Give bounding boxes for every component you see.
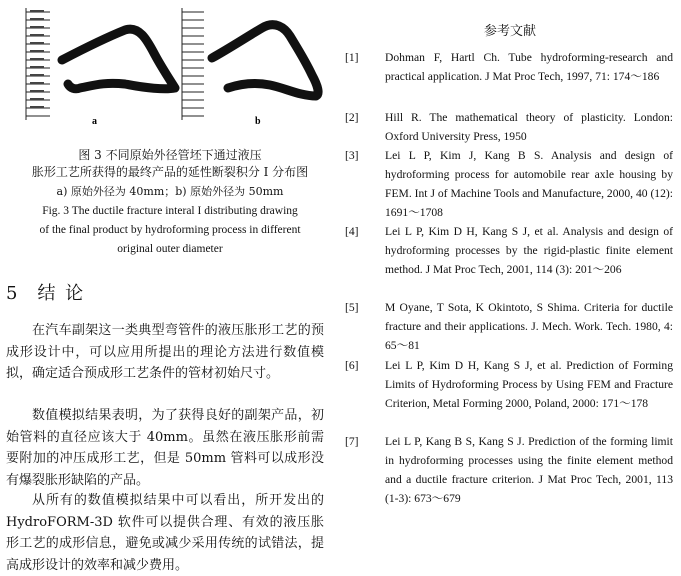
reference-text: Lei L P, Kim D H, Kang S J, et al. Analysis and design of hydroforming processes by the rigid-plastic finite element method. J Mat Proc Tech, 2001, 114 (3): 201～206 xyxy=(385,225,673,276)
reference-text: Lei L P, Kim D H, Kang S J, et al. Prediction of Forming Limits of Hydroforming Process by Using FEM and Fracture Criterion, Metal Forming 2000, Poland, 2000: 171～178 xyxy=(385,359,673,410)
reference-number: [1] xyxy=(345,51,359,64)
section-title: 结 论 xyxy=(37,283,86,304)
reference-text: Dohman F, Hartl Ch. Tube hydroforming-research and practical application. J Mat Proc Tech, 1997, 71: 174～186 xyxy=(385,51,673,83)
panel-label-b: b xyxy=(255,116,261,127)
reference-number: [2] xyxy=(345,111,359,124)
references-title: 参考文献 xyxy=(483,24,536,39)
paragraph-3: 从所有的数值模拟结果中可以看出，所开发出的 HydroFORM-3D 软件可以提供合理、有效的液压胀形工艺的成形信息，避免或减少采用传统的试错法，提高成形设计的效率和减少费用。 xyxy=(6,493,324,573)
caption-cn-line-1: 图 3 不同原始外径管坯下通过液压 xyxy=(78,148,262,162)
reference-item-5 xyxy=(345,298,673,355)
paragraph-1: 在汽车副架这一类典型弯管件的液压胀形工艺的预成形设计中，可以应用所提出的理论方法进行数值模拟，确定适合预成形工艺条件的管材初始尺寸。 xyxy=(6,323,324,381)
caption-en-line-3: original outer diameter xyxy=(117,243,223,255)
reference-number: [7] xyxy=(345,435,359,448)
legend-scale-b xyxy=(182,8,204,120)
figure-3 xyxy=(0,0,340,135)
caption-cn-line-2: 胀形工艺所获得的最终产品的延性断裂积分 I 分布图 xyxy=(31,165,309,179)
panel-label-a: a xyxy=(92,116,97,127)
reference-item-6 xyxy=(345,356,673,413)
tube-shape-a xyxy=(62,29,175,89)
reference-text: M Oyane, T Sota, K Okintoto, S Shima. Criteria for ductile fracture and their applications. J. Mech. Work. Tech. 1980, 4: 65～81 xyxy=(385,301,673,352)
reference-text: Lei L P, Kim J, Kang B S. Analysis and design of hydroforming process for automobile rear axle housing by FEM. Int J of Machine Tools and Manufacture, 2000, 40 (12): 1691～1708 xyxy=(385,149,673,219)
legend-scale-a xyxy=(26,8,50,120)
reference-text: Hill R. The mathematical theory of plasticity. London: Oxford University Press, 1950 xyxy=(385,111,673,143)
section-number: 5 xyxy=(6,283,20,304)
reference-number: [4] xyxy=(345,225,359,238)
section-heading xyxy=(6,279,85,305)
reference-item-4 xyxy=(345,222,673,279)
caption-en-line-2: of the final product by hydroforming process in different xyxy=(39,224,301,236)
reference-item-1 xyxy=(345,48,673,86)
caption-en-line-1: Fig. 3 The ductile fracture interal I distributing drawing xyxy=(42,205,298,217)
paragraph-2: 数值模拟结果表明，为了获得良好的副架产品，初始管料的直径应该大于 40mm。虽然在液压胀形前需要附加的冲压成形工艺，但是 50mm 管料可以成形没有爆裂胀形缺陷的产品。 xyxy=(6,408,324,488)
reference-number: [5] xyxy=(345,301,359,314)
tube-shape-b xyxy=(212,25,318,96)
fracture-distribution-figure xyxy=(0,0,340,135)
reference-item-7 xyxy=(345,432,673,508)
reference-item-3 xyxy=(345,146,673,222)
reference-number: [3] xyxy=(345,149,359,162)
reference-item-2 xyxy=(345,108,673,146)
reference-number: [6] xyxy=(345,359,359,372)
reference-text: Lei L P, Kang B S, Kang S J. Prediction of the forming limit in hydroforming processes using the finite element method and a ductile fracture criterion. J Mat Proc Tech, 2001, 113 (1-3): 673～679 xyxy=(385,435,673,505)
caption-cn-line-3: a) 原始外径为 40mm；b) 原始外径为 50mm xyxy=(56,185,284,198)
